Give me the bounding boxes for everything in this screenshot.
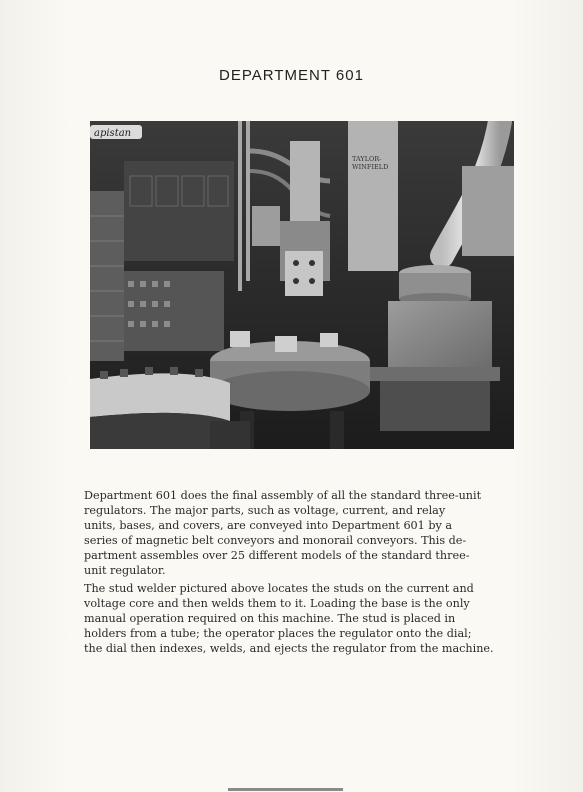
caption-line: The stud welder pictured above locates the studs on the current and: [84, 582, 474, 595]
caption-line: the dial then indexes, welds, and ejects the regulator from the machine.: [84, 642, 494, 655]
caption-line: series of magnetic belt conveyors and monorail conveyors. This de-: [84, 534, 467, 547]
stud-welder-photo: [90, 121, 514, 449]
caption-line: voltage core and then welds them to it. Loading the base is the only: [84, 597, 470, 610]
photo-sign-left: apistan: [94, 128, 132, 139]
caption-line: regulators. The major parts, such as voltage, current, and relay: [84, 504, 446, 517]
page-edge-mark: [228, 788, 343, 791]
page-title: DEPARTMENT 601: [219, 67, 364, 84]
caption-paragraph-1: [84, 488, 530, 578]
photo-sign-right-line1: TAYLOR-: [352, 155, 382, 163]
caption-line: unit regulator.: [84, 564, 166, 577]
caption-line: Department 601 does the final assembly of all the standard three-unit: [84, 489, 482, 502]
caption-line: manual operation required on this machine. The stud is placed in: [84, 612, 456, 625]
caption-paragraph-2: [84, 581, 530, 656]
caption-line: units, bases, and covers, are conveyed into Department 601 by a: [84, 519, 453, 532]
photo-sign-right-line2: WINFIELD: [352, 163, 389, 171]
caption-line: partment assembles over 25 different models of the standard three-: [84, 549, 470, 562]
caption-line: holders from a tube; the operator places the regulator onto the dial;: [84, 627, 472, 640]
